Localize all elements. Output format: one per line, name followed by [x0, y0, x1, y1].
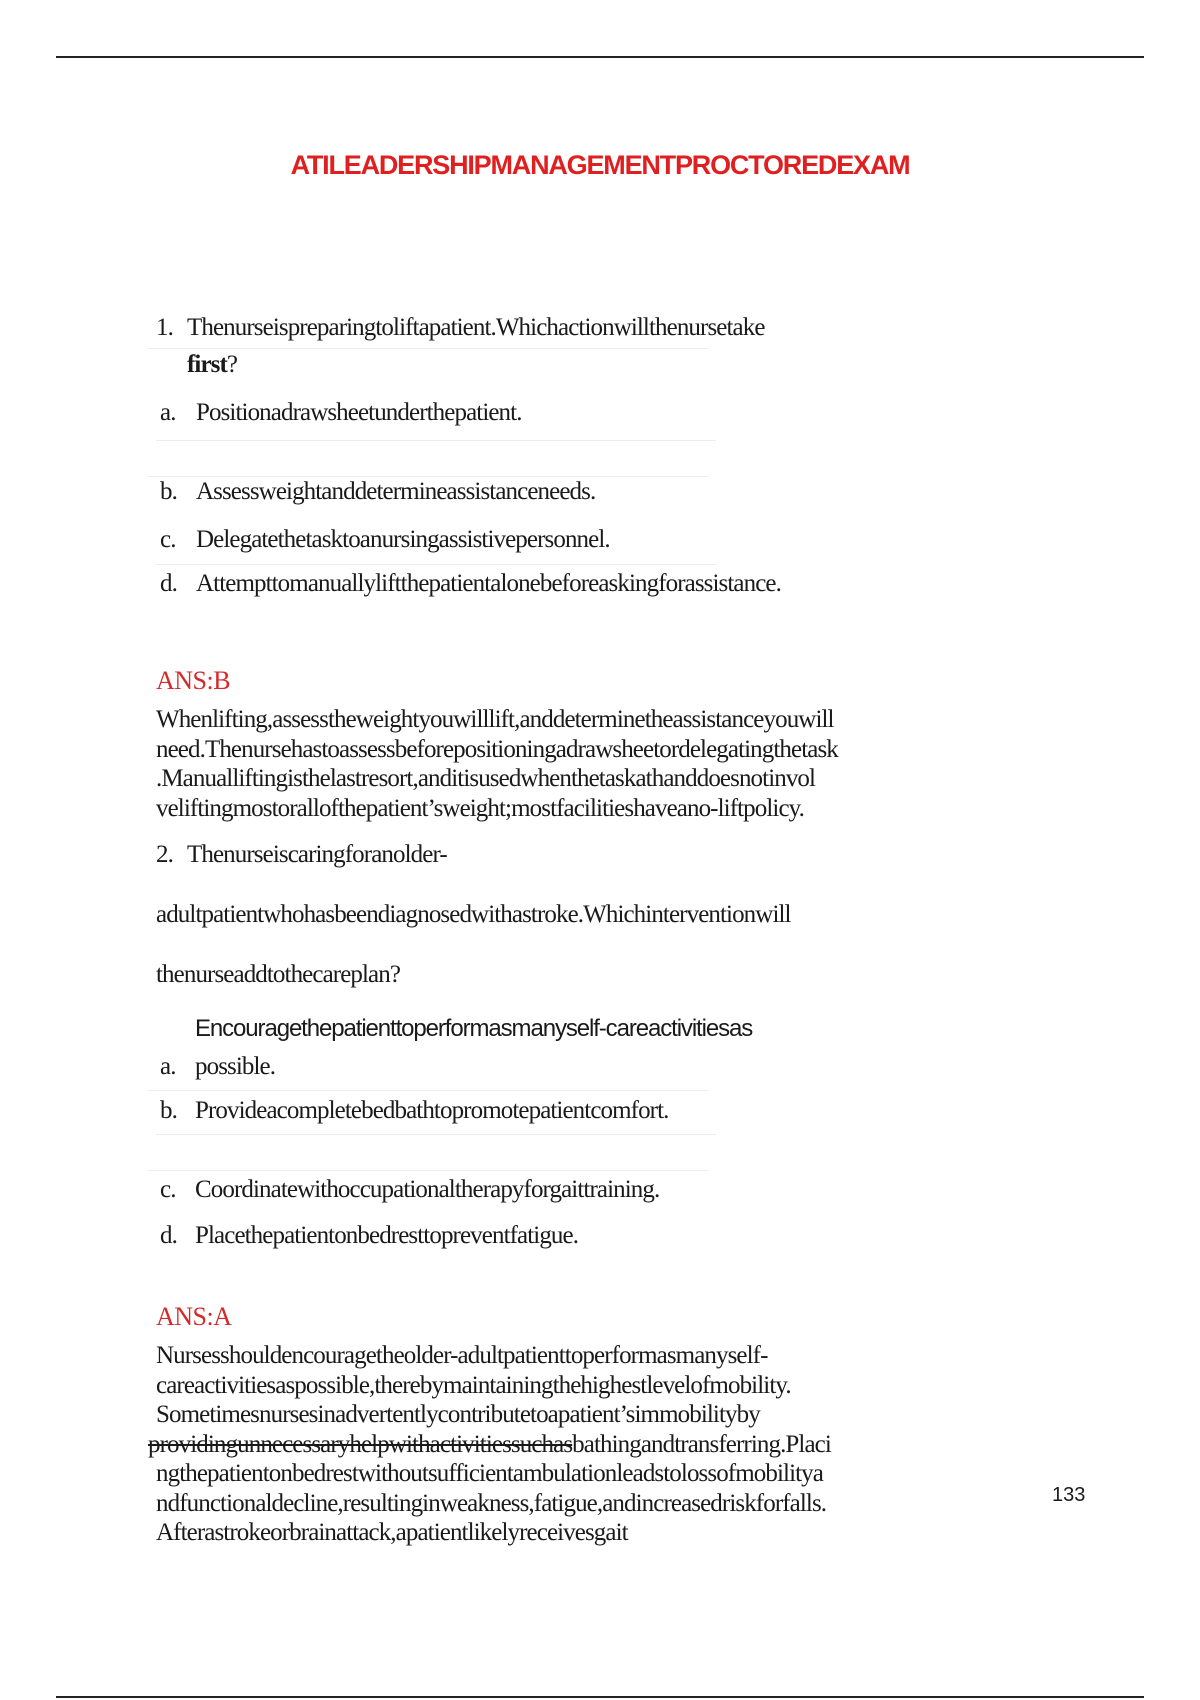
- page-number: 133: [1052, 1484, 1086, 1506]
- q2-rationale-line-4: [148, 1430, 1028, 1460]
- faint-rule: [148, 348, 708, 349]
- q2-option-a-line1: Encouragethepatienttoperformasmanyself-careactivitiesas: [195, 1015, 753, 1042]
- q1-option-c-text: Delegatethetasktoanursingassistivepersonnel.: [196, 526, 610, 553]
- q2-rationale-line-4-rest: bathingandtransferring.Placi: [572, 1430, 831, 1458]
- q2-rationale-strikethrough: providingunnecessaryhelpwithactivitiessuchas: [148, 1430, 573, 1458]
- q2-rationale-line: Nursesshouldencouragetheolder-adultpatienttoperformasmanyself-: [156, 1342, 768, 1369]
- q1-rationale-line: need.Thenursehastoassessbeforepositioningadrawsheetordelegatingthetask: [156, 735, 838, 763]
- q1-option-b-text: Assessweightanddetermineassistanceneeds.: [196, 478, 596, 505]
- q2-rationale: [148, 1341, 1028, 1548]
- q1-option-d-letter: d.: [160, 570, 177, 597]
- q2-option-a-letter: a.: [160, 1053, 176, 1080]
- q2-option-b-letter: b.: [160, 1097, 177, 1124]
- faint-rule: [148, 476, 708, 477]
- faint-rule: [156, 564, 716, 565]
- q2-number: 2.: [156, 841, 173, 868]
- q2-answer: ANS:A: [156, 1302, 232, 1331]
- q1-option-a-text: Positionadrawsheetunderthepatient.: [196, 399, 522, 426]
- q1-option-a-letter: a.: [160, 399, 176, 426]
- q2-stem-line2: adultpatientwhohasbeendiagnosedwithastroke.Whichinterventionwill: [156, 901, 791, 928]
- q1-option-c-letter: c.: [160, 526, 176, 553]
- q1-answer: ANS:B: [156, 666, 231, 695]
- faint-rule: [156, 1134, 716, 1135]
- q1-rationale: [156, 705, 1036, 823]
- top-rule: [56, 56, 1144, 58]
- faint-rule: [156, 440, 716, 441]
- q2-option-b-text: Provideacompletebedbathtopromotepatientcomfort.: [195, 1097, 669, 1124]
- q1-stem-end: ?: [226, 351, 238, 378]
- q2-option-d-text: Placethepatientonbedresttopreventfatigue.: [195, 1222, 579, 1249]
- page-title: ATILEADERSHIPMANAGEMENTPROCTOREDEXAM: [290, 150, 910, 180]
- q2-option-a-text: possible.: [195, 1053, 276, 1080]
- faint-rule: [148, 1170, 708, 1171]
- q1-stem-line1: Thenurseispreparingtoliftapatient.Whichactionwillthenursetake: [187, 314, 765, 341]
- bottom-rule: [56, 1696, 1144, 1698]
- q1-rationale-line: Whenlifting,assesstheweightyouwilllift,anddeterminetheassistanceyouwill: [156, 706, 834, 733]
- q2-rationale-line: Sometimesnursesinadvertentlycontributetoapatient’simmobilityby: [156, 1401, 760, 1428]
- q2-stem-line1: Thenurseiscaringforanolder-: [187, 841, 447, 868]
- q2-option-c-letter: c.: [160, 1176, 176, 1203]
- q1-stem-line2: [187, 352, 237, 377]
- q2-option-d-letter: d.: [160, 1222, 177, 1249]
- q2-rationale-line: ngthepatientonbedrestwithoutsufficientambulationleadstolossofmobilitya: [156, 1460, 823, 1487]
- q2-rationale-line: ndfunctionaldecline,resultinginweakness,fatigue,andincreasedriskforfalls.: [156, 1489, 827, 1517]
- q2-rationale-line: Afterastrokeorbrainattack,apatientlikelyreceivesgait: [156, 1519, 628, 1546]
- q1-rationale-line: .Manualliftingisthelastresort,anditisusedwhenthetaskathanddoesnotinvol: [156, 765, 816, 792]
- faint-rule: [148, 1090, 708, 1091]
- q1-number: 1.: [156, 314, 173, 341]
- q1-option-d-text: Attempttomanuallyliftthepatientalonebeforeaskingforassistance.: [196, 570, 781, 597]
- q1-option-b-letter: b.: [160, 478, 177, 505]
- q1-rationale-line: veliftingmostorallofthepatient’sweight;mostfacilitieshaveano-liftpolicy.: [156, 794, 804, 822]
- q2-option-c-text: Coordinatewithoccupationaltherapyforgaittraining.: [195, 1176, 660, 1203]
- q2-rationale-line: careactivitiesaspossible,therebymaintainingthehighestlevelofmobility.: [156, 1371, 791, 1399]
- q2-stem-line3: thenurseaddtothecareplan?: [156, 961, 401, 988]
- q1-stem-bold: first: [187, 351, 227, 378]
